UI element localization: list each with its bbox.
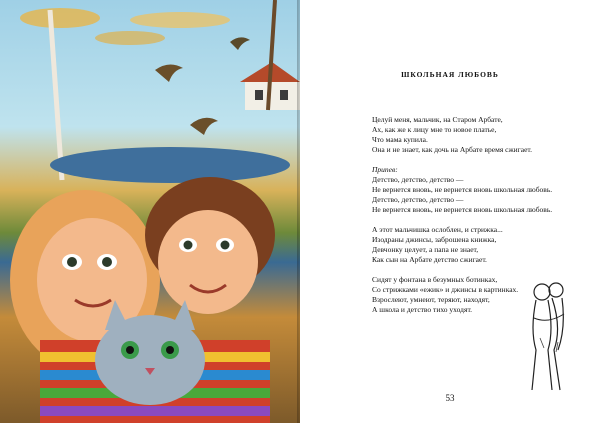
text-page <box>300 0 600 423</box>
couple-sketch-illustration <box>520 278 582 396</box>
poem-line: Со стрижками «ежик» и джинсы в картинках. <box>372 285 519 294</box>
poem-line: Не вернется вновь, не вернется вновь школьная любовь. <box>372 185 553 194</box>
poem-line: Она и не знает, как дочь на Арбате время сжигает. <box>372 145 533 154</box>
chorus <box>372 165 592 215</box>
poem-line: Изодраны джинсы, заброшена книжка, <box>372 235 497 244</box>
poem-line: А школа и детство тихо уходят. <box>372 305 473 314</box>
chorus-label: Припев: <box>372 165 398 174</box>
poem-line: Что мама купила. <box>372 135 428 144</box>
poem-line: Девчонку целует, а папа не знает, <box>372 245 479 254</box>
poem-line: Целуй меня, мальчик, на Старом Арбате, <box>372 115 503 124</box>
stanza-2 <box>372 225 592 265</box>
page-number: 53 <box>445 393 455 403</box>
poem-line: Ах, как же к лицу мне то новое платье, <box>372 125 497 134</box>
poem-line: Детство, детство, детство — <box>372 175 464 184</box>
poem-title: ШКОЛЬНАЯ ЛЮБОВЬ <box>401 70 499 79</box>
poem-line: Взрослеют, умнеют, теряют, находят, <box>372 295 490 304</box>
poem-line: Как сын на Арбате детство сжигает. <box>372 255 487 264</box>
poem-line: Не вернется вновь, не вернется вновь школьная любовь. <box>372 205 553 214</box>
poem-line: А этот мальчишка ослоблен, и стрижка... <box>372 225 503 234</box>
poem-line: Детство, детство, детство — <box>372 195 464 204</box>
poem-line: Сидят у фонтана в безумных ботинках, <box>372 275 498 284</box>
stanza-1 <box>372 115 592 155</box>
